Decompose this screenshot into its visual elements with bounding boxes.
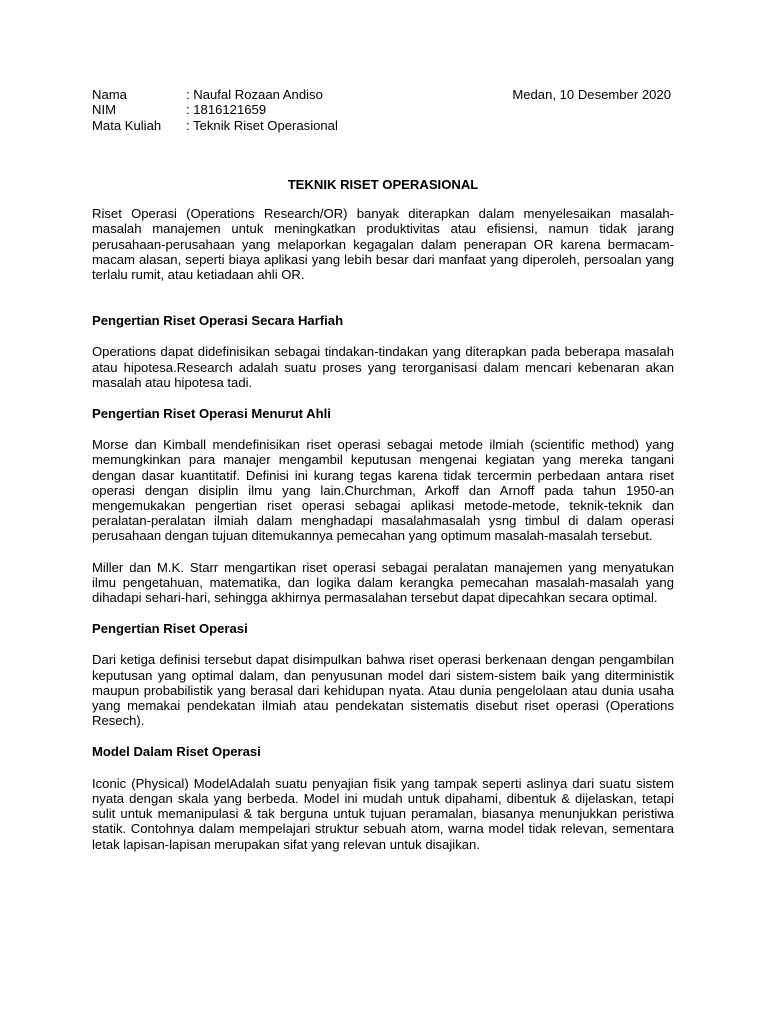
- section-heading-harfiah: Pengertian Riset Operasi Secara Harfiah: [92, 313, 344, 329]
- document-date: Medan, 10 Desember 2020: [512, 87, 671, 102]
- section-paragraph-pengertian: Dari ketiga definisi tersebut dapat disimpulkan bahwa riset operasi berkenaan dengan pengambilan keputusan yang optimal dalam, dan penyusunan model dari sistem-sistem baik yang diterministik maupun probabilistik yang berasal dari kehidupan nyata. Atau dunia pengelolaan atau dunia usaha yang memakai pendekatan ilmiah atau pendekatan sistematis disebut riset operasi (Operations Resech).: [92, 652, 674, 729]
- document-header: [92, 87, 674, 135]
- name-value: : Naufal Rozaan Andiso: [186, 87, 323, 102]
- nim-row: [92, 102, 674, 117]
- section-paragraph-model: Iconic (Physical) ModelAdalah suatu penyajian fisik yang tampak seperti aslinya dari suatu sistem nyata dengan skala yang berbeda. Model ini mudah untuk dipahami, dibentuk & dijelaskan, tetapi sulit untuk memanipulasi & tak berguna untuk tujuan peramalan, biasanya menunjukkan peristiwa statik. Contohnya dalam mempelajari struktur sebuah atom, warna model tidak relevan, sementara letak lapisan-lapisan merupakan sifat yang relevan untuk disajikan.: [92, 775, 674, 852]
- document-title: TEKNIK RISET OPERASIONAL: [287, 177, 479, 192]
- intro-paragraph: Riset Operasi (Operations Research/OR) banyak diterapkan dalam menyelesaikan masalah-masalah manajemen untuk meningkatkan produktivitas atau efisiensi, namun tidak jarang perusahaan-perusahaan yang melaporkan kegagalan dalam penerapan OR karena bermacam-macam alasan, seperti biaya aplikasi yang lebih besar dari manfaat yang diperoleh, persoalan yang terlalu rumit, atau ketiadaan ahli OR.: [92, 206, 674, 283]
- section-heading-ahli: Pengertian Riset Operasi Menurut Ahli: [92, 406, 331, 422]
- name-label: Nama: [92, 87, 127, 102]
- nim-value: : 1816121659: [186, 102, 267, 118]
- course-row: [92, 118, 674, 133]
- section-heading-model: Model Dalam Riset Operasi: [92, 744, 261, 760]
- section-heading-pengertian: Pengertian Riset Operasi: [92, 621, 248, 637]
- course-value: : Teknik Riset Operasional: [186, 117, 338, 133]
- document-page: [92, 87, 674, 852]
- section-paragraph-ahli-1: Morse dan Kimball mendefinisikan riset operasi sebagai metode ilmiah (scientific method) yang memungkinkan para manajer mengambil keputusan mengenai kegiatan yang mereka tangani dengan dasar kuantitatif. Definisi ini kurang tegas karena tidak tercermin perbedaan antara riset operasi dengan disiplin ilmu yang lain.Churchman, Arkoff dan Arnoff pada tahun 1950-an mengemukakan pengertian riset operasi sebagai aplikasi metode-metode, teknik-teknik dan peralatan-peralatan ilmiah dalam menghadapi masalahmasalah ysng timbul di dalam operasi perusahaan dengan tujuan ditemukannya pemecahan yang optimum masalah-masalah tersebut.: [92, 437, 674, 544]
- course-label: Mata Kuliah: [92, 117, 162, 133]
- section-paragraph-ahli-2: Miller dan M.K. Starr mengartikan riset operasi sebagai peralatan manajemen yang menyatukan ilmu pengetahuan, matematika, dan logika dalam kerangka pemecahan masalah-masalah yang dihadapi sehari-hari, sehingga akhirnya permasalahan tersebut dapat dipecahkan secara optimal.: [92, 559, 674, 606]
- nim-label: NIM: [92, 102, 117, 118]
- section-paragraph-harfiah: Operations dapat didefinisikan sebagai tindakan-tindakan yang diterapkan pada beberapa masalah atau hipotesa.Research adalah suatu proses yang terorganisasi dalam mencari kebenaran akan masalah atau hipotesa tadi.: [92, 344, 674, 390]
